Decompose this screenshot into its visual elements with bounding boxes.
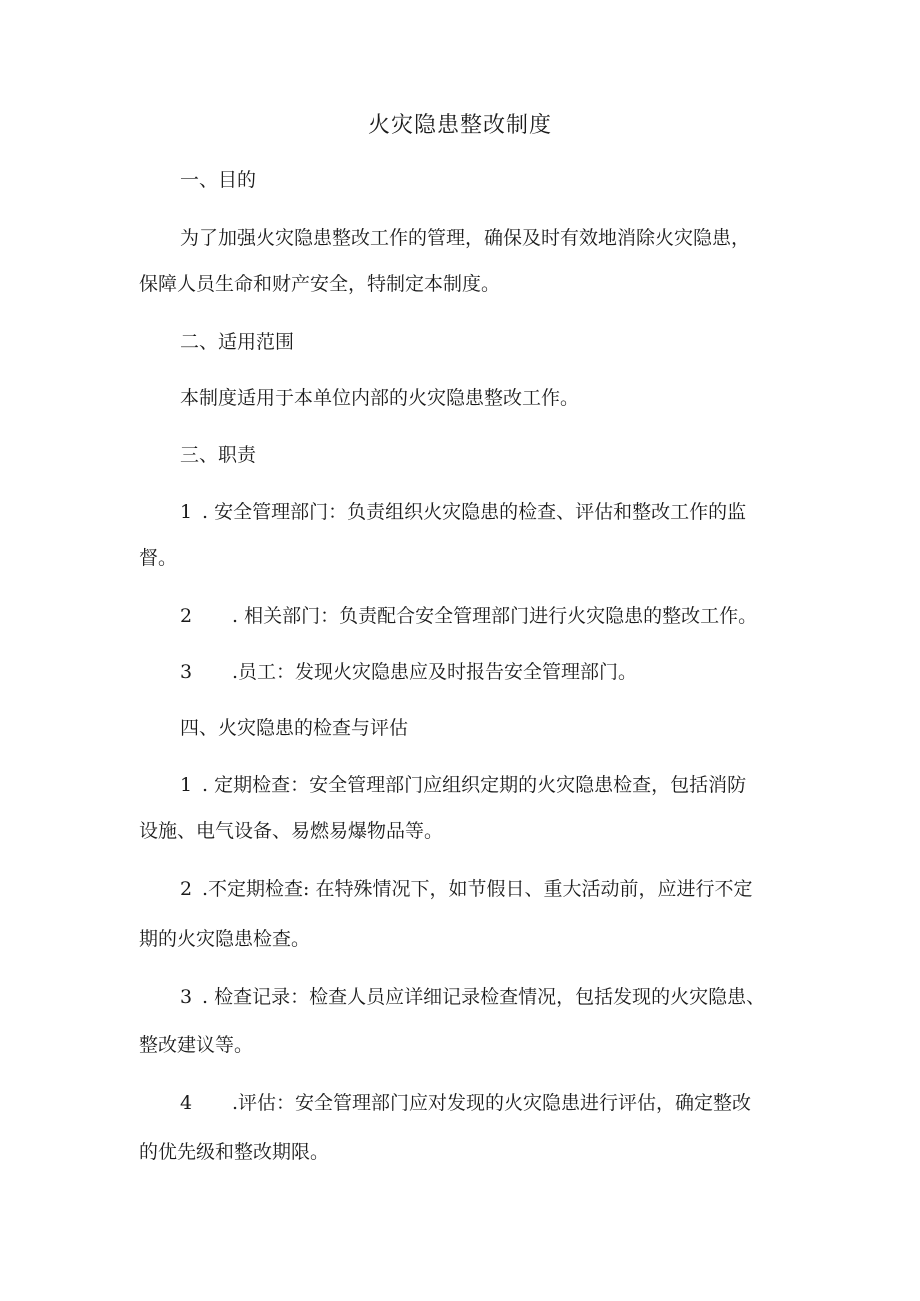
item-number: 2 bbox=[180, 878, 193, 900]
paragraph-line: 本制度适用于本单位内部的火灾隐患整改工作。 bbox=[180, 387, 580, 409]
list-item bbox=[180, 771, 746, 799]
item-number: 4 bbox=[180, 1092, 193, 1114]
item-text: . 定期检查：安全管理部门应组织定期的火灾隐患检查，包括消防 bbox=[202, 774, 747, 796]
paragraph-line: 为了加强火灾隐患整改工作的管理，确保及时有效地消除火灾隐患， bbox=[180, 227, 751, 249]
item-number: 3 bbox=[180, 986, 193, 1008]
item-number: 2 bbox=[180, 605, 193, 627]
list-item bbox=[180, 983, 765, 1011]
list-item bbox=[180, 658, 637, 686]
list-item bbox=[180, 498, 746, 526]
item-continuation: 整改建议等。 bbox=[139, 1034, 254, 1056]
item-text: . 相关部门：负责配合安全管理部门进行火灾隐患的整改工作。 bbox=[232, 605, 758, 627]
item-continuation: 设施、电气设备、易燃易爆物品等。 bbox=[139, 820, 444, 842]
section-heading-scope: 二、适用范围 bbox=[180, 331, 295, 353]
item-text: .评估：安全管理部门应对发现的火灾隐患进行评估，确定整改 bbox=[232, 1092, 752, 1114]
item-text: . 安全管理部门：负责组织火灾隐患的检查、评估和整改工作的监 bbox=[202, 501, 747, 523]
item-number: 1 bbox=[180, 774, 193, 796]
section-heading-purpose: 一、目的 bbox=[180, 169, 257, 191]
list-item bbox=[180, 1089, 751, 1117]
item-continuation: 的优先级和整改期限。 bbox=[139, 1141, 330, 1163]
item-continuation: 期的火灾隐患检查。 bbox=[139, 928, 311, 950]
item-text: .不定期检查: 在特殊情况下，如节假日、重大活动前，应进行不定 bbox=[202, 878, 753, 900]
document-title: 火灾隐患整改制度 bbox=[367, 113, 552, 138]
section-heading-inspection: 四、火灾隐患的检查与评估 bbox=[180, 717, 409, 739]
list-item bbox=[180, 602, 757, 630]
list-item bbox=[180, 875, 752, 903]
item-number: 3 bbox=[180, 661, 193, 683]
item-continuation: 督。 bbox=[139, 547, 178, 569]
item-number: 1 bbox=[180, 501, 193, 523]
paragraph-line: 保障人员生命和财产安全，特制定本制度。 bbox=[139, 273, 501, 295]
item-text: . 检查记录：检查人员应详细记录检查情况，包括发现的火灾隐患、 bbox=[202, 986, 766, 1008]
section-heading-duties: 三、职责 bbox=[180, 444, 257, 466]
item-text: .员工：发现火灾隐患应及时报告安全管理部门。 bbox=[232, 661, 638, 683]
